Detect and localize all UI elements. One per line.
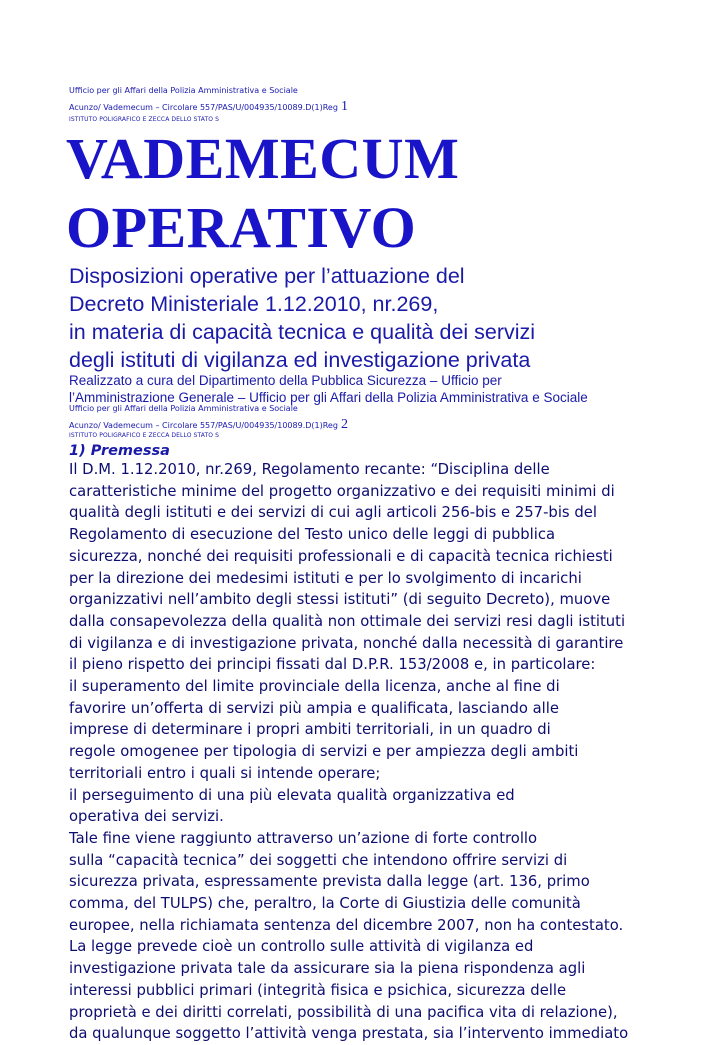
body-line: il perseguimento di una più elevata qualità organizzativa ed	[69, 786, 515, 804]
credit-line: l’Amministrazione Generale – Ufficio per gli Affari della Polizia Amministrativa e Sociale	[69, 390, 588, 405]
page-number: 2	[340, 417, 348, 432]
section-heading: 1) Premessa	[69, 443, 170, 459]
header-office: Ufficio per gli Affari della Polizia Amministrativa e Sociale	[69, 86, 298, 95]
body-line: per la direzione dei medesimi istituti e per lo svolgimento di incarichi	[69, 569, 582, 587]
body-line: proprietà e dei diritti correlati, possibilità di una pacifica vita di relazione),	[69, 1003, 618, 1021]
header-printer: ISTITUTO POLIGRAFICO E ZECCA DELLO STATO S	[69, 116, 219, 123]
header-reference-text: Acunzo/ Vademecum – Circolare 557/PAS/U/004935/10089.D(1)Reg	[69, 103, 338, 112]
title-line-2: OPERATIVO	[66, 195, 417, 260]
body-line: comma, del TULPS) che, peraltro, la Corte di Giustizia delle comunità	[69, 895, 581, 913]
body-line: il superamento del limite provinciale della licenza, anche al fine di	[69, 678, 560, 696]
body-line: europee, nella richiamata sentenza del dicembre 2007, non ha contestato.	[69, 916, 624, 934]
body-line: Tale fine viene raggiunto attraverso un’azione di forte controllo	[69, 829, 538, 847]
body-line: Regolamento di esecuzione del Testo unico delle leggi di pubblica	[69, 526, 556, 544]
credit	[69, 372, 588, 406]
body-line: territoriali entro i quali si intende operare;	[69, 764, 381, 782]
body-line: qualità degli istituti e dei servizi di cui agli articoli 256-bis e 257-bis del	[69, 504, 597, 522]
body-line: dalla consapevolezza della qualità non ottimale dei servizi resi dagli istituti	[69, 612, 626, 630]
body-line: di vigilanza e di investigazione privata, nonché dalla necessità di garantire	[69, 634, 624, 652]
header-reference-text: Acunzo/ Vademecum – Circolare 557/PAS/U/004935/10089.D(1)Reg	[69, 421, 338, 430]
header-reference	[69, 97, 348, 115]
body-line: favorire un’offerta di servizi più ampia e qualificata, lasciando alle	[69, 699, 559, 717]
body-line: sicurezza privata, espressamente prevista dalla legge (art. 136, primo	[69, 873, 590, 891]
body-line: operativa dei servizi.	[69, 808, 224, 826]
title-line-1: VADEMECUM	[66, 126, 460, 191]
header-reference	[69, 415, 348, 433]
body-line: La legge prevede cioè un controllo sulle attività di vigilanza ed	[69, 938, 534, 956]
credit-line: Realizzato a cura del Dipartimento della Pubblica Sicurezza – Ufficio per	[69, 373, 502, 388]
body-line: sicurezza, nonché dei requisiti professionali e di capacità tecnica richiesti	[69, 547, 613, 565]
page-number: 1	[340, 99, 348, 114]
subtitle-line: Decreto Ministeriale 1.12.2010, nr.269,	[69, 292, 439, 316]
subtitle-line: in materia di capacità tecnica e qualità dei servizi	[69, 320, 536, 344]
subtitle-line: Disposizioni operative per l’attuazione del	[69, 264, 465, 288]
body-line: da qualunque soggetto l’attività venga prestata, sia l’intervento immediato	[69, 1025, 629, 1043]
body-line: sulla “capacità tecnica” dei soggetti che intendono offrire servizi di	[69, 851, 568, 869]
body-line: investigazione privata tale da assicurare sia la piena rispondenza agli	[69, 960, 586, 978]
subtitle-line: degli istituti di vigilanza ed investigazione privata	[69, 348, 531, 372]
body-line: imprese di determinare i propri ambiti territoriali, in un quadro di	[69, 721, 551, 739]
section-body	[69, 459, 628, 1045]
header-printer: ISTITUTO POLIGRAFICO E ZECCA DELLO STATO S	[69, 432, 219, 439]
body-line: interessi pubblici primari (integrità fisica e psichica, sicurezza delle	[69, 981, 567, 999]
body-line: il pieno rispetto dei principi fissati dal D.P.R. 153/2008 e, in particolare:	[69, 656, 596, 674]
header-office: Ufficio per gli Affari della Polizia Amministrativa e Sociale	[69, 404, 298, 413]
body-line: Il D.M. 1.12.2010, nr.269, Regolamento recante: “Disciplina delle	[69, 461, 550, 478]
body-line: caratteristiche minime del progetto organizzativo e dei requisiti minimi di	[69, 482, 615, 500]
body-line: regole omogenee per tipologia di servizi e per ampiezza degli ambiti	[69, 743, 579, 761]
subtitle	[69, 262, 535, 374]
body-line: organizzativi nell’ambito degli stessi istituti” (di seguito Decreto), muove	[69, 591, 611, 609]
